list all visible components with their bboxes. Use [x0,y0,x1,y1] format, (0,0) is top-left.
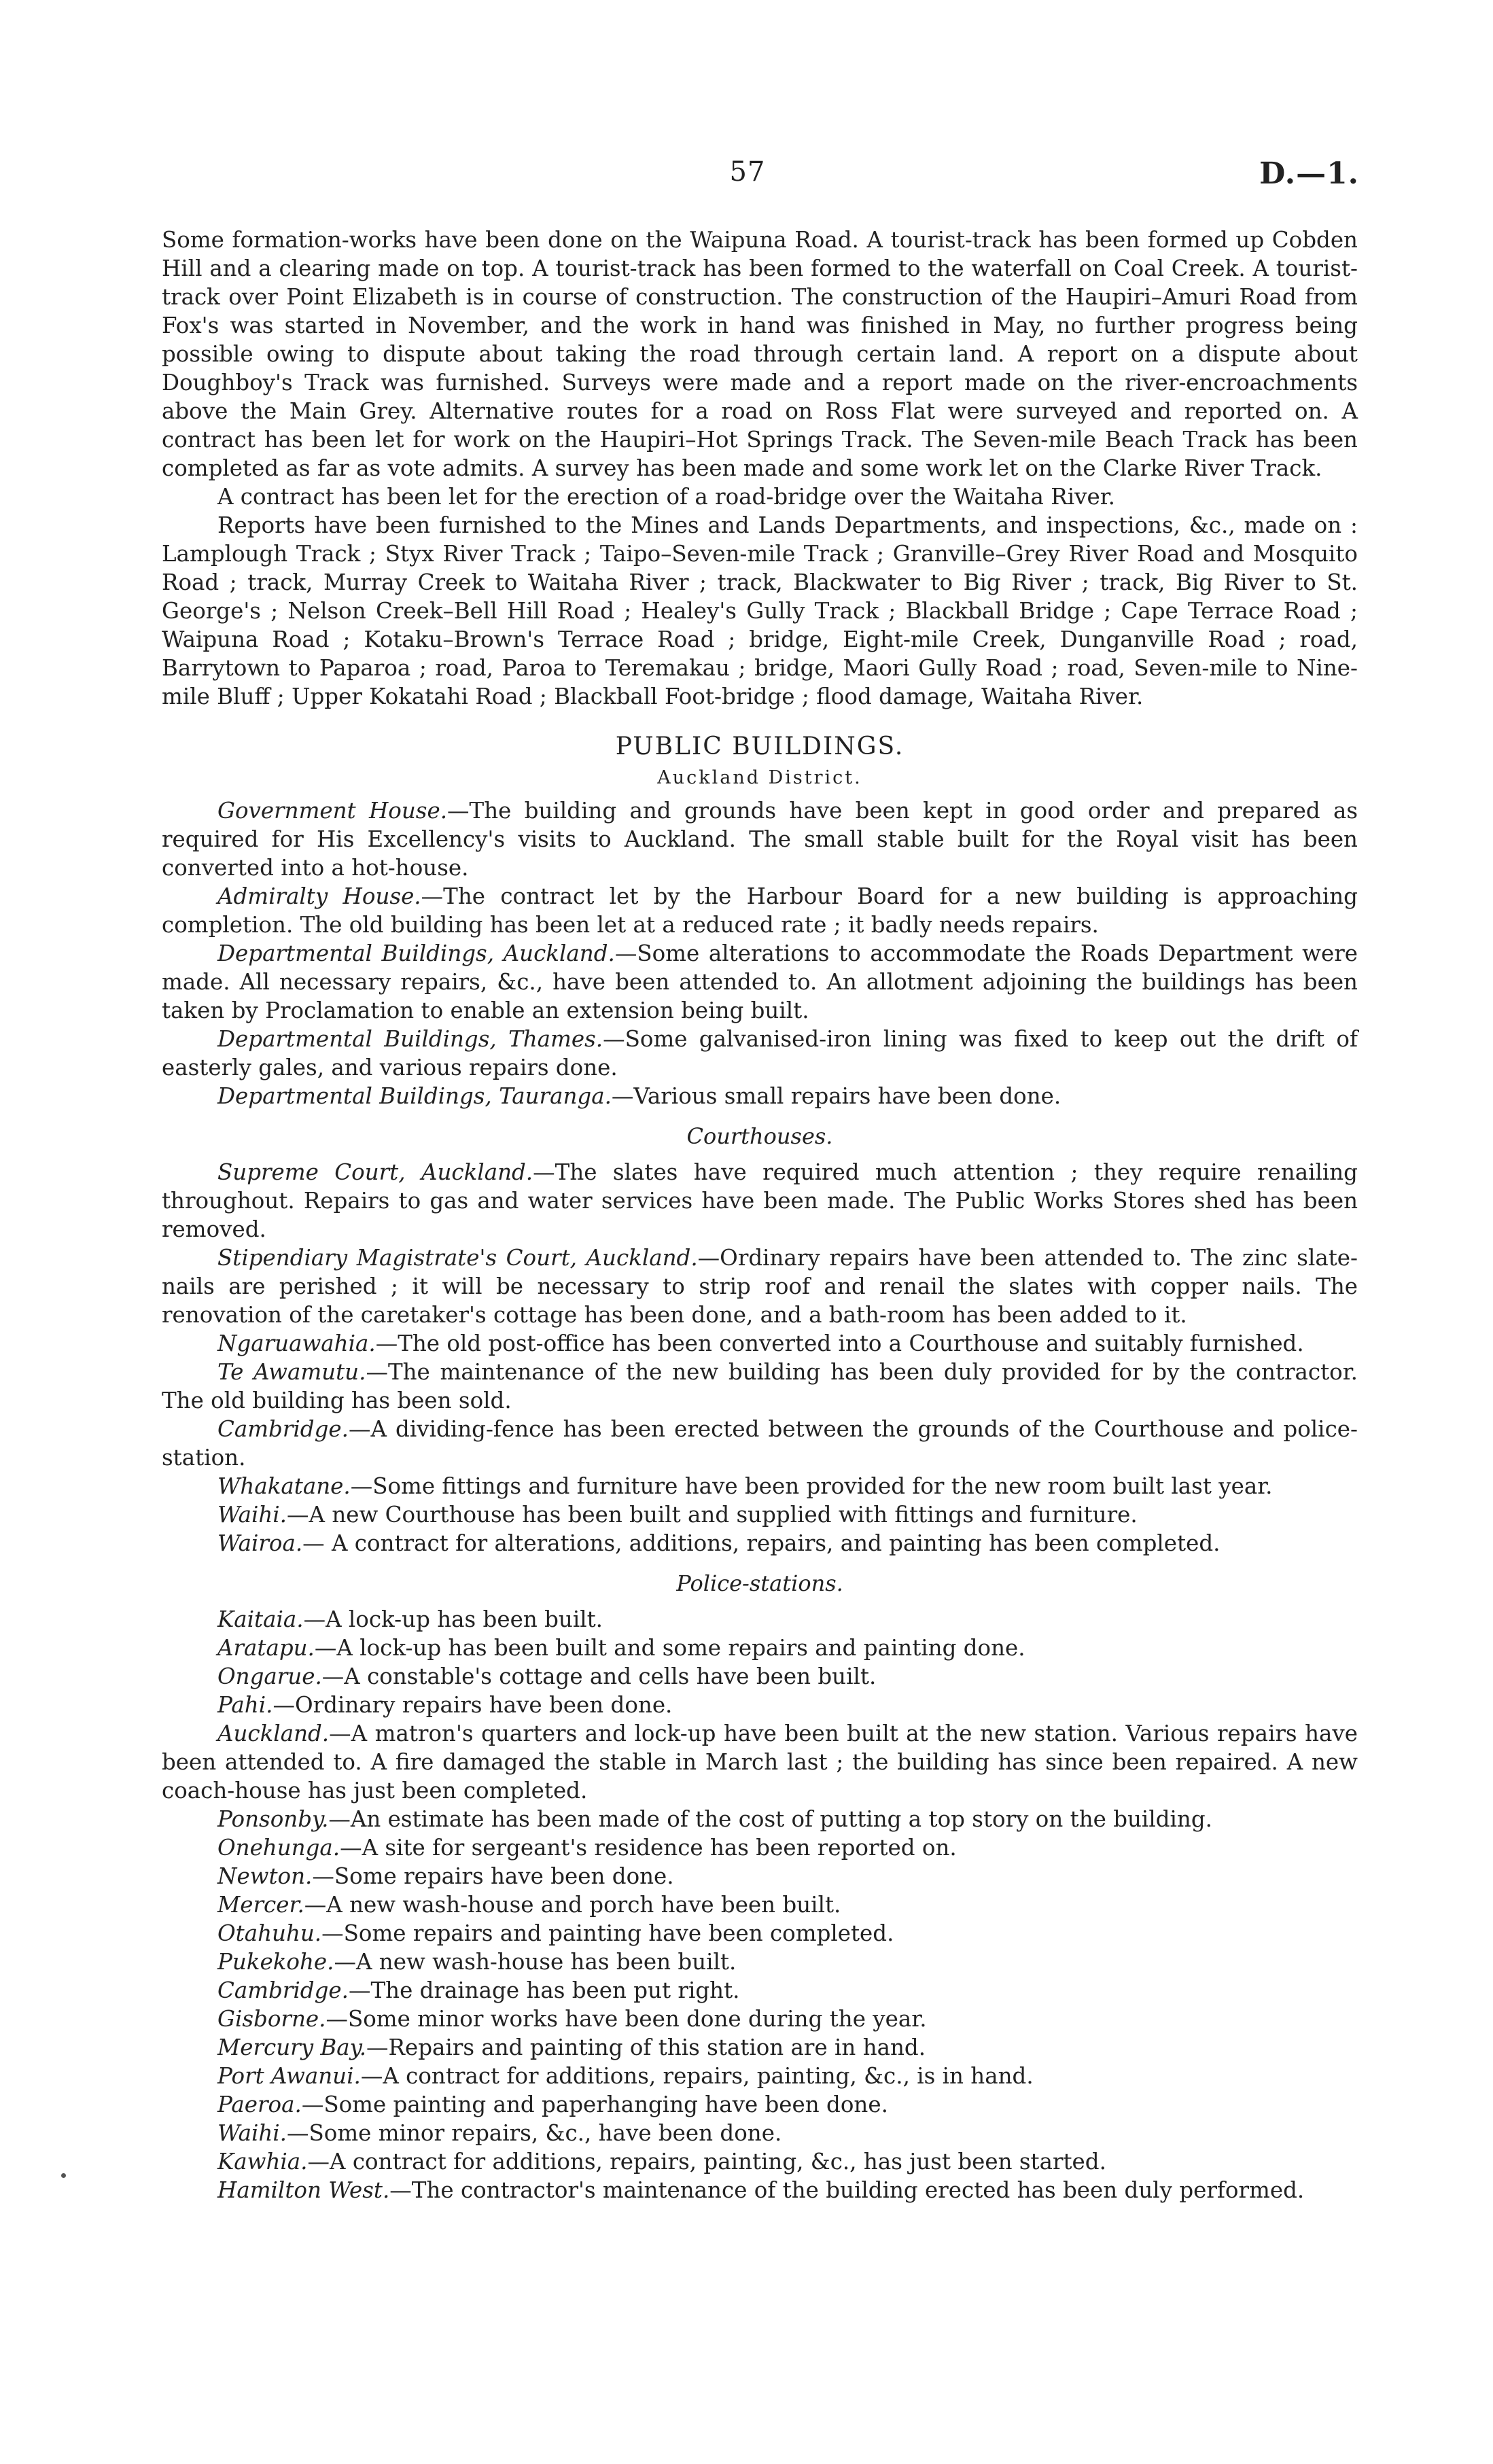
courthouses-heading: Courthouses. [686,1123,833,1149]
document-reference: D.—1. [1259,156,1359,191]
entry-paragraph [162,1500,1358,1529]
entry-paragraph [162,1662,1358,1691]
entry-text: —The maintenance of the new building has been duly provided for by the contractor. The old building has been sold. [162,1359,1358,1413]
entry-label: Ongarue. [217,1664,322,1689]
entry-label: Auckland. [217,1721,330,1746]
entry-label: Departmental Buildings, Auckland. [217,940,615,966]
entry-text: —A contract for additions, repairs, painting, &c., is in hand. [360,2063,1034,2089]
entry-label: Supreme Court, Auckland. [217,1159,533,1185]
entry-text: —Some minor repairs, &c., have been done. [287,2120,782,2146]
entry-text: —A site for sergeant's residence has been reported on. [340,1835,957,1861]
entry-label: Cambridge. [217,1416,349,1442]
entry-paragraph [162,2033,1358,2062]
entry-label: Kawhia. [217,2149,308,2175]
entry-label: Te Awamutu. [217,1359,366,1385]
document-body [162,226,1358,2204]
entry-text: —The contractor's maintenance of the building erected has been duly performed. [389,2177,1305,2203]
entry-paragraph [162,1244,1358,1329]
entry-text: —The building and grounds have been kept in good order and prepared as required for His Excellency's visits to Auckland. The small stable built for the Royal visit has been converted into a hot-house. [162,798,1358,881]
entry-label: Wairoa. [217,1530,303,1556]
entry-label: Mercer. [217,1892,304,1918]
entry-text: —A new wash-house has been built. [334,1949,737,1975]
entry-text: —A matron's quarters and lock-up have been built at the new station. Various repairs have been attended to. A fire damaged the stable in March last ; the building has since been repaired. A new coach-house has just been completed. [162,1721,1358,1803]
entry-text: —Some alterations to accommodate the Roads Department were made. All necessary repairs, &c., have been attended to. An allotment adjoining the buildings has been taken by Proclamation to enable an extension being built. [162,940,1358,1023]
entry-label: Paeroa. [217,2092,302,2117]
entry-label: Gisborne. [217,2006,326,2032]
intro-paragraph: Reports have been furnished to the Mines and Lands Departments, and inspections, &c., made on : Lamplough Track ; Styx River Track ; Taipo–Seven-mile Track ; Granville–Grey River Road and Mosquito Road ; track, Murray Creek to Waitaha River ; track, Blackwater to Big River ; track, Big River to St. George's ; Nelson Creek–Bell Hill Road ; Healey's Gully Track ; Blackball Bridge ; Cape Terrace Road ; Waipuna Road ; Kotaku–Brown's Terrace Road ; bridge, Eight-mile Creek, Dunganville Road ; road, Barrytown to Paparoa ; road, Paroa to Teremakau ; bridge, Maori Gully Road ; road, Seven-mile to Nine-mile Bluff ; Upper Kokatahi Road ; Blackball Foot-bridge ; flood damage, Waitaha River. [162,512,1358,709]
entry-label: Otahuhu. [217,1920,322,1946]
entry-label: Hamilton West. [217,2177,390,2203]
entry-label: Departmental Buildings, Thames. [217,1026,603,1052]
entry-text: —A new Courthouse has been built and supplied with fittings and furniture. [287,1502,1138,1528]
entry-text: —Some fittings and furniture have been provided for the new room built last year. [350,1473,1273,1499]
entry-paragraph [162,2062,1358,2090]
entry-label: Waihi. [217,2120,287,2146]
entry-text: —A new wash-house and porch have been built. [304,1892,841,1918]
entry-paragraph [162,1082,1358,1110]
entry-text: —Ordinary repairs have been attended to. The zinc slate-nails are perished ; it will be necessary to strip roof and renail the slates with copper nails. The renovation of the caretaker's cottage has been done, and a bath-room has been added to it. [162,1245,1358,1328]
entry-label: Whakatane. [217,1473,351,1499]
entry-paragraph [162,2176,1358,2204]
entry-paragraph [162,1634,1358,1662]
entry-label: Waihi. [217,1502,287,1528]
entry-paragraph [162,796,1358,882]
entry-text: —Some painting and paperhanging have been done. [301,2092,888,2117]
entry-label: Cambridge. [217,1977,349,2003]
entry-paragraph [162,1025,1358,1082]
entry-label: Departmental Buildings, Tauranga. [217,1083,612,1109]
entry-text: —A lock-up has been built. [303,1606,603,1632]
entry-text: —Some repairs have been done. [312,1863,674,1889]
intro-paragraph: Some formation-works have been done on the Waipuna Road. A tourist-track has been formed up Cobden Hill and a clearing made on top. A tourist-track has been formed to the waterfall on Coal Creek. A tourist-track over Point Elizabeth is in course of construction. The construction of the Haupiri–Amuri Road from Fox's was started in November, and the work in hand was finished in May, no further progress being possible owing to dispute about taking the road through certain land. A report on a dispute about Doughboy's Track was furnished. Surveys were made and a report made on the river-encroachments above the Main Grey. Alternative routes for a road on Ross Flat were surveyed and reported on. A contract has been let for work on the Haupiri–Hot Springs Track. The Seven-mile Beach Track has been completed as far as vote admits. A survey has been made and some work let on the Clarke River Track. [162,227,1358,481]
entry-text: —The old post-office has been converted into a Courthouse and suitably furnished. [375,1331,1304,1356]
entry-paragraph [162,1472,1358,1500]
entry-paragraph [162,2119,1358,2147]
entry-paragraph [162,1976,1358,2005]
entry-text: —A lock-up has been built and some repairs and painting done. [314,1635,1025,1661]
entry-label: Pahi. [217,1692,273,1718]
entry-paragraph [162,1415,1358,1472]
margin-mark [61,2173,66,2178]
entry-label: Pukekohe. [217,1949,334,1975]
intro-paragraph: A contract has been let for the erection of a road-bridge over the Waitaha River. [217,484,1116,510]
entry-paragraph [162,1529,1358,1557]
entry-text: —Repairs and painting of this station are in hand. [366,2035,926,2060]
entry-paragraph [162,1862,1358,1890]
entry-text: —An estimate has been made of the cost of putting a top story on the building. [328,1806,1212,1832]
entry-paragraph [162,1691,1358,1719]
entry-paragraph [162,939,1358,1025]
entry-paragraph [162,1329,1358,1358]
entry-paragraph [162,1719,1358,1805]
entry-label: Kaitaia. [217,1606,304,1632]
entry-label: Newton. [217,1863,313,1889]
entry-text: —A constable's cottage and cells have been built. [321,1664,877,1689]
entry-text: —The slates have required much attention ; they require renailing throughout. Repairs to gas and water services have been made. The Public Works Stores shed has been removed. [162,1159,1358,1242]
entry-text: —Ordinary repairs have been done. [273,1692,673,1718]
entry-label: Ngaruawahia. [217,1331,376,1356]
entry-label: Mercury Bay. [217,2035,367,2060]
entry-paragraph [162,1805,1358,1833]
entry-text: —A dividing-fence has been erected between the grounds of the Courthouse and police-station. [162,1416,1358,1471]
page-number: 57 [729,156,766,188]
entry-text: —Various small repairs have been done. [611,1083,1061,1109]
entry-paragraph [162,2147,1358,2176]
entry-label: Stipendiary Magistrate's Court, Auckland. [217,1245,698,1271]
entry-paragraph [162,1890,1358,1919]
entry-text: — A contract for alterations, additions, repairs, and painting has been completed. [302,1530,1220,1556]
entry-text: —The drainage has been put right. [348,1977,740,2003]
entry-label: Onehunga. [217,1835,340,1861]
entry-paragraph [162,1919,1358,1948]
entry-label: Government House. [217,798,448,824]
entry-paragraph [162,1605,1358,1634]
entry-text: —A contract for additions, repairs, painting, &c., has just been started. [307,2149,1106,2175]
entry-paragraph [162,2090,1358,2119]
entry-paragraph [162,1833,1358,1862]
entry-text: —Some repairs and painting have been completed. [321,1920,894,1946]
entry-paragraph [162,1158,1358,1244]
section-title: PUBLIC BUILDINGS. [615,733,904,760]
district-heading: Auckland District. [657,767,862,788]
entry-text: —The contract let by the Harbour Board for a new building is approaching completion. The old building has been let at a reduced rate ; it badly needs repairs. [162,883,1358,938]
entry-label: Ponsonby. [217,1806,329,1832]
entry-label: Aratapu. [217,1635,315,1661]
entry-text: —Some minor works have been done during the year. [326,2006,927,2032]
entry-paragraph [162,1358,1358,1415]
police-stations-heading: Police-stations. [676,1570,843,1596]
entry-label: Admiralty House. [217,883,421,909]
entry-paragraph [162,882,1358,939]
entry-text: —Some galvanised-iron lining was fixed to keep out the drift of easterly gales, and various repairs done. [162,1026,1358,1080]
entry-label: Port Awanui. [217,2063,361,2089]
entry-paragraph [162,2005,1358,2033]
entry-paragraph [162,1948,1358,1976]
